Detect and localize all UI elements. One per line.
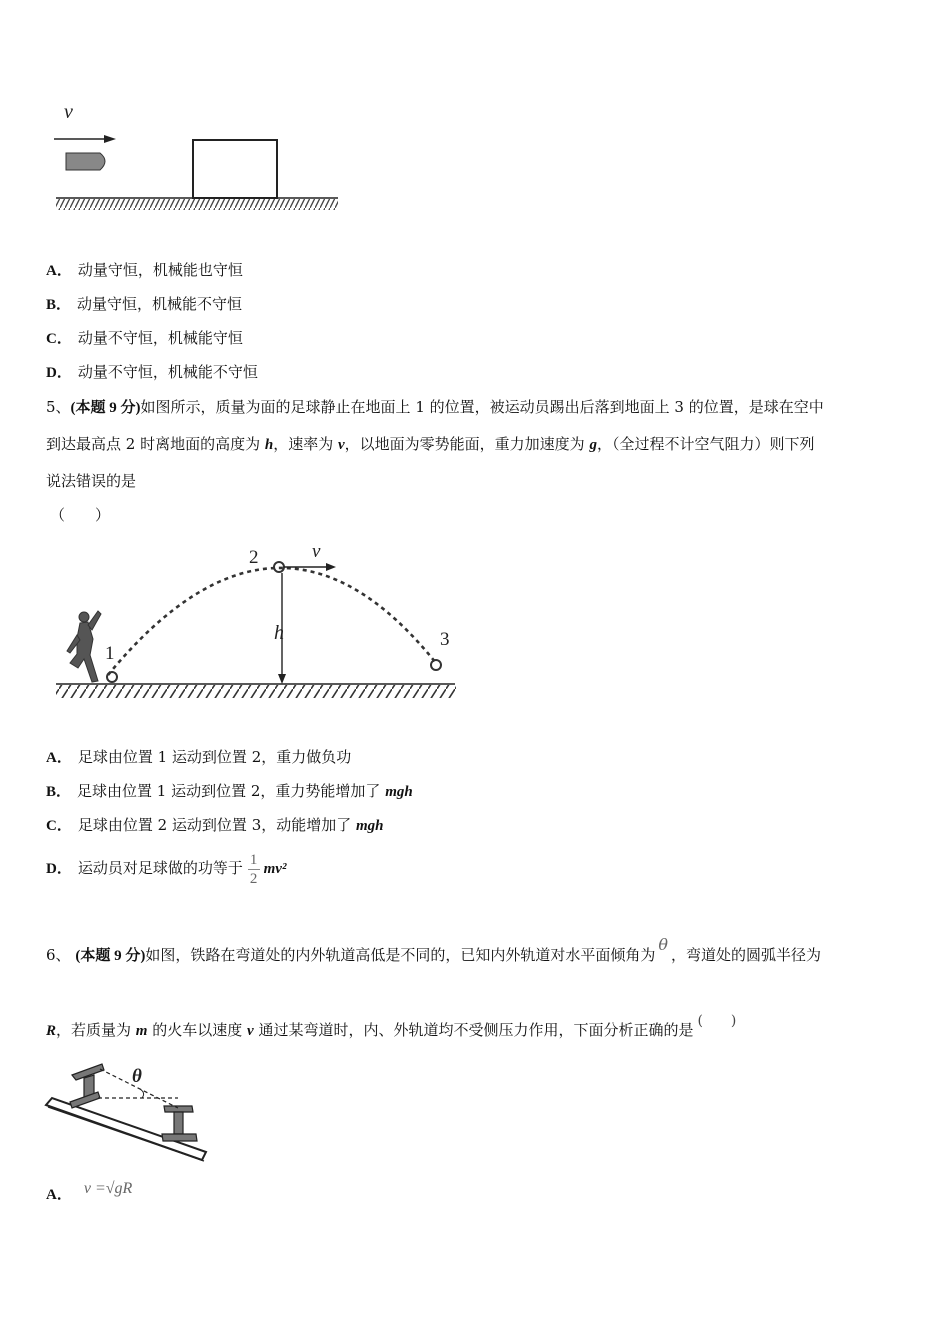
bullet-block-figure xyxy=(50,98,345,216)
label-position-2: 2 xyxy=(249,547,259,568)
q4-option-b: B． 动量守恒，机械能不守恒 xyxy=(46,295,243,313)
q4-option-d: D． 动量不守恒，机械能不守恒 xyxy=(46,363,258,381)
q5-stem-line1: 5、(本题 9 分)如图所示，质量为面的足球静止在地面上 1 的位置，被运动员踢出后落到地面上 3 的位置，是球在空中 xyxy=(46,398,824,416)
q5-stem-line3: 说法错误的是 xyxy=(46,472,137,490)
q6-stem-line1: 6、 (本题 9 分)如图，铁路在弯道处的内外轨道高低是不同的，已知内外轨道对水平面倾角为θ，弯道处的圆弧半径为 xyxy=(46,935,821,964)
q5-answer-paren: （ ） xyxy=(50,506,111,524)
q5-option-a: A． 足球由位置 1 运动到位置 2，重力做负功 xyxy=(46,748,352,766)
q6-answer-paren: ( ) xyxy=(697,1013,737,1029)
ball-position-1 xyxy=(107,672,117,682)
q5-option-c: C． 足球由位置 2 运动到位置 3，动能增加了 mgh xyxy=(46,816,384,834)
q5-option-b: B． 足球由位置 1 运动到位置 2，重力势能增加了 mgh xyxy=(46,782,413,800)
bullet xyxy=(66,153,105,170)
banked-rails-figure xyxy=(42,1060,217,1168)
theta-symbol: θ xyxy=(658,935,668,954)
ground-hatch xyxy=(56,685,456,698)
q5-stem-line2: 到达最高点 2 时离地面的高度为 h，速率为 v，以地面为零势能面，重力加速度为 g，（全过程不计空气阻力）则下列 xyxy=(46,435,815,453)
ball-position-3 xyxy=(431,660,441,670)
trajectory-path xyxy=(108,568,436,675)
label-position-1: 1 xyxy=(105,643,115,664)
q6-stem-line2: R，若质量为 m 的火车以速度 v 通过某弯道时，内、外轨道均不受侧压力作用，下面分析正确的是 ( ) xyxy=(46,1013,737,1039)
label-position-3: 3 xyxy=(440,629,450,650)
fraction-one-half: $\frac{1}{2}$ xyxy=(248,851,260,888)
theta-label: θ xyxy=(132,1066,142,1087)
block xyxy=(193,140,277,198)
formula-v-sqrt-gR: v =√gR xyxy=(83,1180,133,1197)
inner-rail xyxy=(162,1106,197,1141)
label-height: h xyxy=(274,622,284,644)
outer-rail xyxy=(70,1064,104,1108)
q4-option-a: A． 动量守恒，机械能也守恒 xyxy=(46,261,243,279)
kicker-figure xyxy=(67,611,101,682)
label-velocity: v xyxy=(312,541,321,562)
ground-hatch xyxy=(56,199,338,210)
q4-option-c: C． 动量不守恒，机械能守恒 xyxy=(46,329,243,347)
q6-option-a: A． v =√gR xyxy=(46,1180,133,1203)
velocity-label: v xyxy=(64,101,73,123)
football-trajectory-figure xyxy=(50,535,465,705)
q5-option-d: D． 运动员对足球做的功等于 $\frac{1}{2}$ mv² xyxy=(46,851,287,887)
